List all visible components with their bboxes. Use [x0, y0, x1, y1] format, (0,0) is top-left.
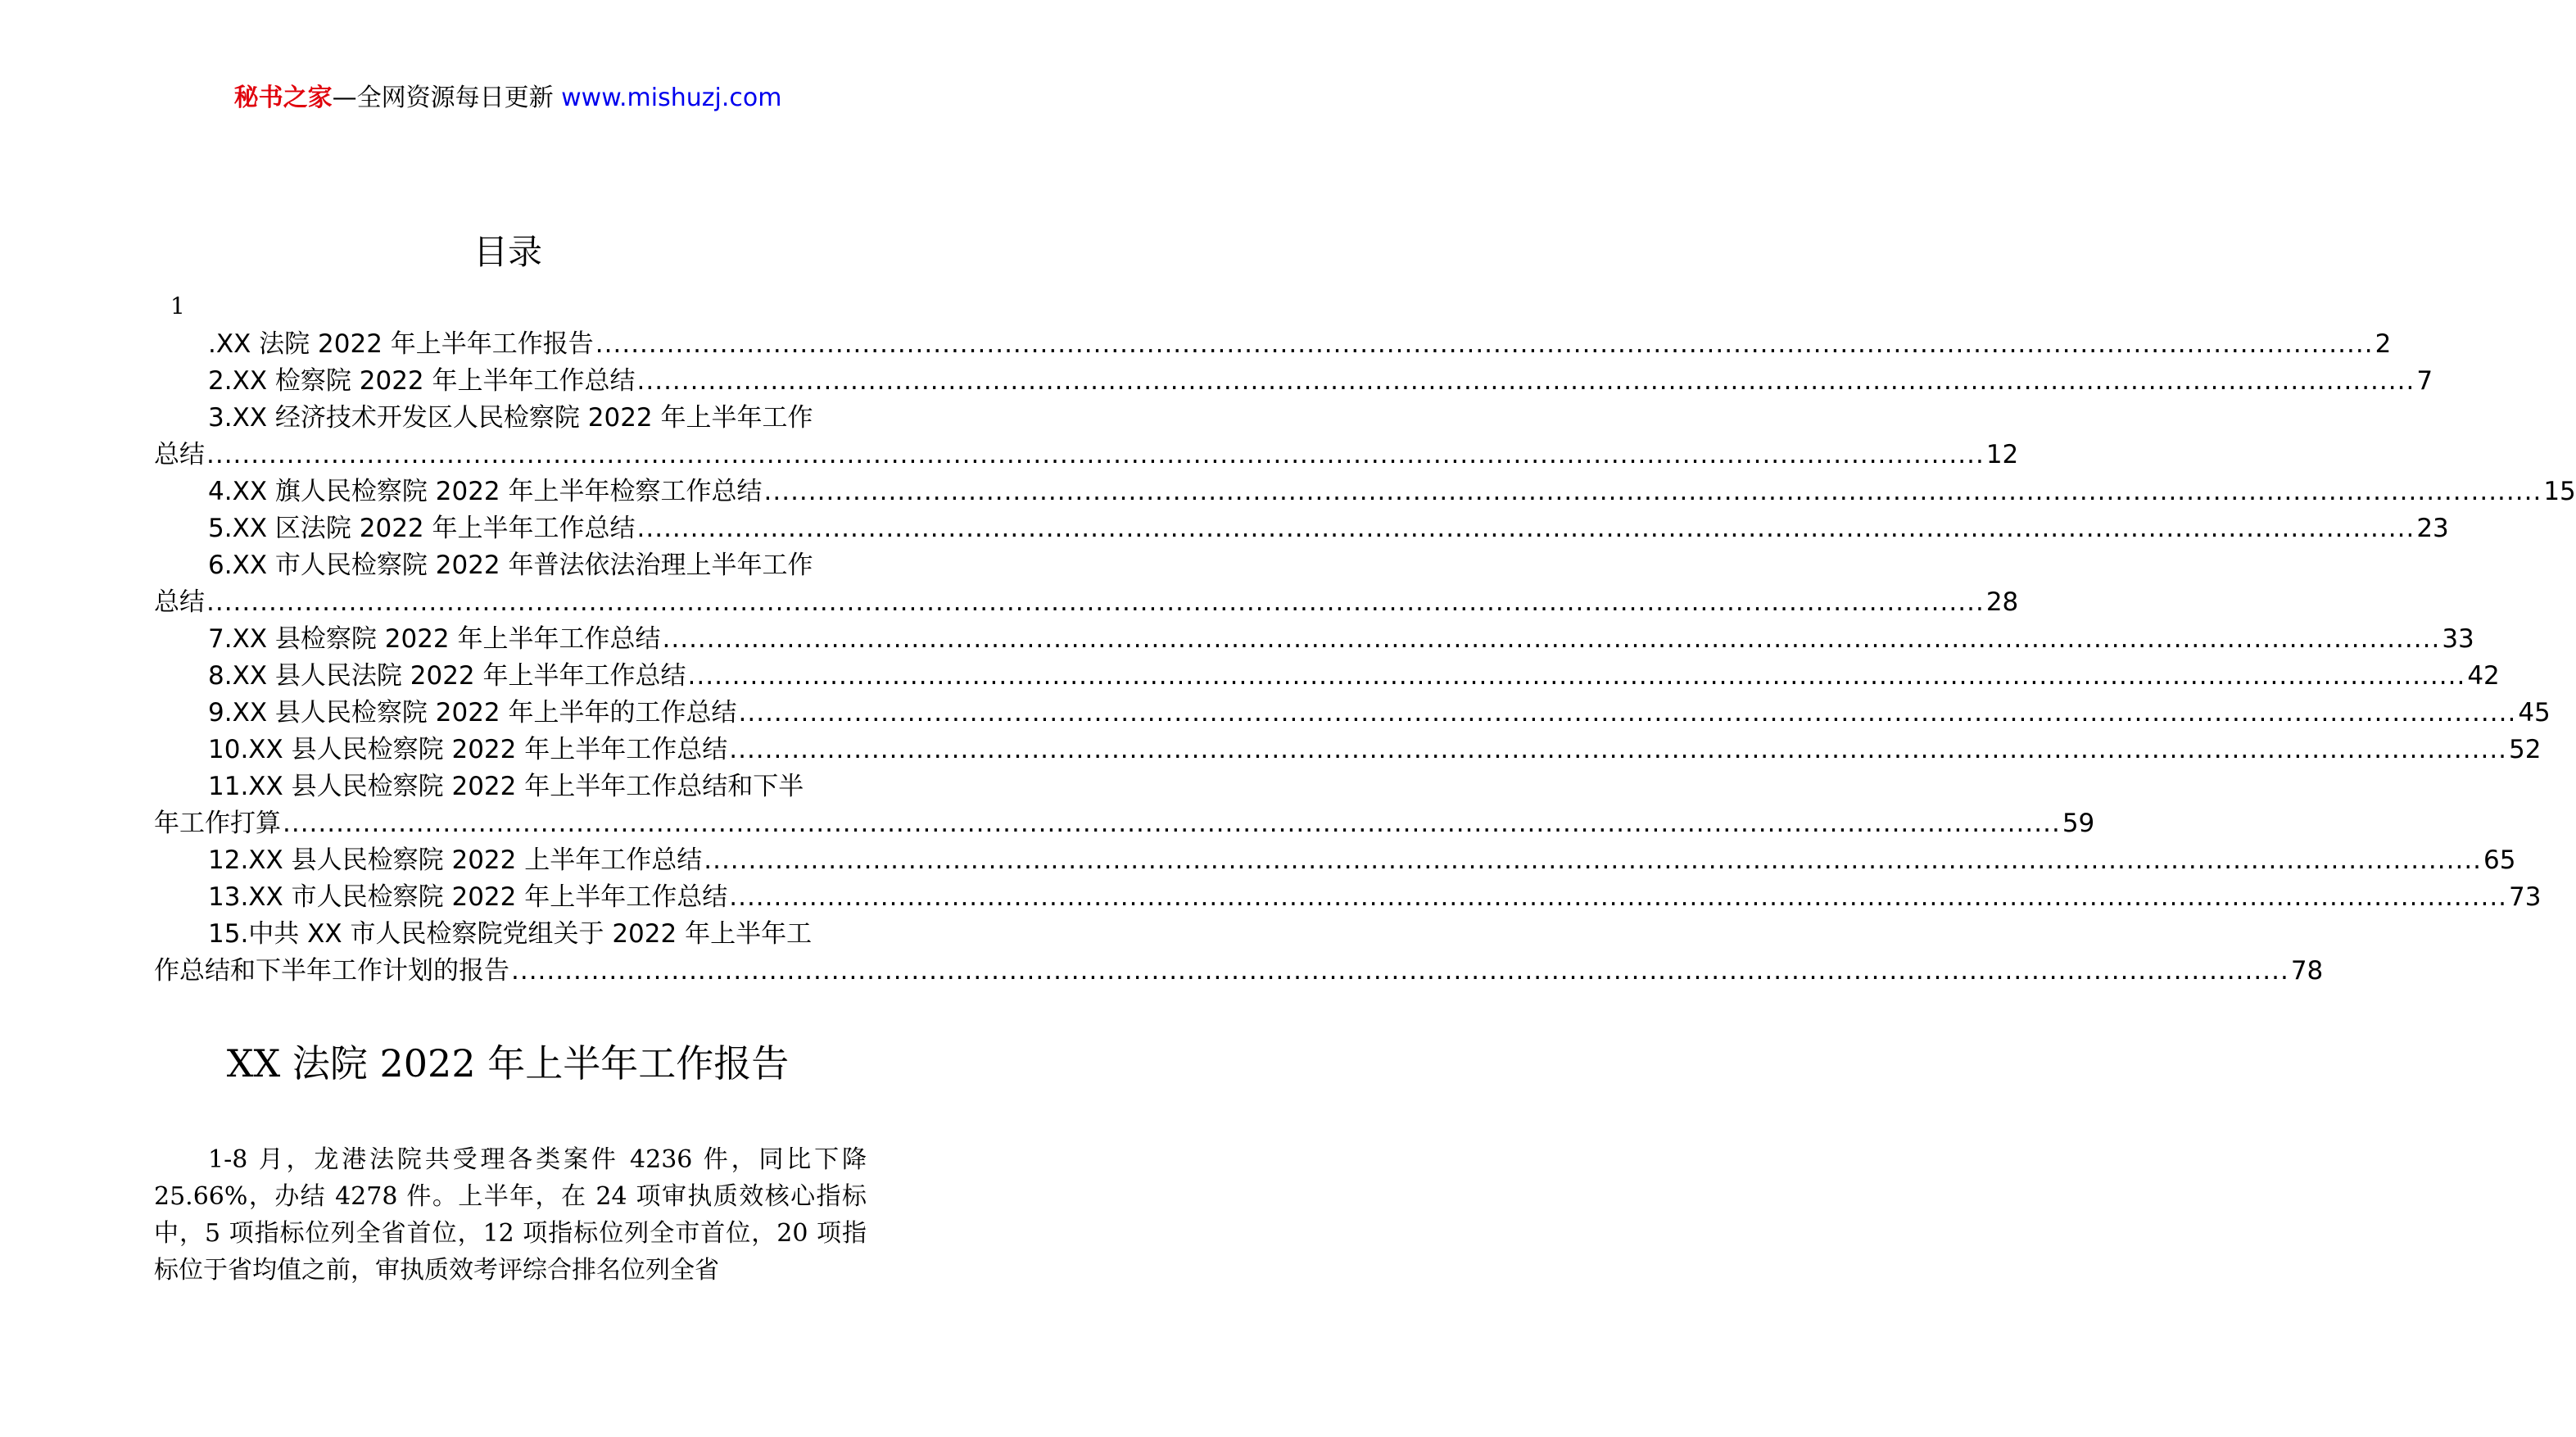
toc-entry-title: 7.XX 县检察院 2022 年上半年工作总结: [208, 624, 661, 654]
toc-entry[interactable]: [154, 621, 2474, 658]
toc-entry-title: 2.XX 检察院 2022 年上半年工作总结: [208, 366, 636, 396]
toc-stray-number: 1: [170, 292, 185, 320]
toc-dot-leader: ........................................................................................................................................................................................................: [636, 514, 2415, 543]
toc-title: 目录: [473, 232, 542, 272]
toc-entry[interactable]: [154, 363, 2433, 400]
toc-entry[interactable]: [154, 474, 2576, 510]
toc-entry[interactable]: [154, 879, 2542, 916]
site-header: [0, 82, 1016, 115]
header-slogan: —全网资源每日更新: [332, 84, 554, 112]
toc-entry-title: 5.XX 区法院 2022 年上半年工作总结: [208, 514, 636, 543]
toc-entry[interactable]: [154, 732, 2542, 768]
toc-entry-title: 10.XX 县人民检察院 2022 年上半年工作总结: [208, 735, 728, 764]
toc-page-number: 65: [2483, 845, 2516, 875]
toc-entry-title: 11.XX 县人民检察院 2022 年上半年工作总结和下半: [208, 772, 804, 801]
toc-entry-title: 总结: [154, 587, 205, 617]
toc-entry-title: .XX 法院 2022 年上半年工作报告: [208, 329, 594, 359]
toc-entry-title: 13.XX 市人民检察院 2022 年上半年工作总结: [208, 882, 728, 912]
toc-entry-line: [154, 695, 2551, 732]
toc-entry-line: [154, 363, 2433, 400]
toc-dot-leader: ........................................................................................................................................................................................................: [595, 329, 2374, 359]
toc-page-number: 42: [2467, 661, 2500, 691]
document-paragraph: 1-8 月，龙港法院共受理各类案件 4236 件，同比下降 25.66%，办结 4278 件。上半年，在 24 项审执质效核心指标中，5 项指标位列全省首位，12 项指标位列全市首位，20 项指标位于省均值之前，审执质效考评综合排名位列全省: [154, 1145, 867, 1285]
toc-entry-line: [154, 437, 2019, 474]
toc-entry-line: [154, 879, 2542, 916]
toc-entry-title: 总结: [154, 440, 205, 469]
toc-entry-line: [154, 916, 867, 953]
toc-entry-title: 3.XX 经济技术开发区人民检察院 2022 年上半年工作: [208, 403, 813, 433]
toc-entry-title: 15.中共 XX 市人民检察院党组关于 2022 年上半年工: [208, 919, 813, 949]
toc-entry-line: [154, 768, 867, 805]
toc-dot-leader: ........................................................................................................................................................................................................: [738, 698, 2517, 728]
toc-page-number: 23: [2416, 514, 2449, 543]
toc-page-number: 15: [2543, 477, 2576, 506]
toc-entry-line: [154, 732, 2542, 768]
toc-page-number: 2: [2375, 329, 2392, 359]
toc-entry-line: [154, 842, 2516, 879]
toc-dot-leader: ........................................................................................................................................................................................................: [662, 624, 2441, 654]
toc-entry-line: [154, 658, 2500, 695]
toc-dot-leader: ........................................................................................................................................................................................................: [729, 882, 2508, 912]
toc-dot-leader: ........................................................................................................................................................................................................: [687, 661, 2466, 691]
toc-page-number: 45: [2518, 698, 2551, 728]
toc-entry[interactable]: [154, 768, 2095, 842]
toc-page-number: 59: [2062, 809, 2095, 838]
site-link[interactable]: www.mishuzj.com: [561, 84, 782, 112]
toc-entry[interactable]: [154, 326, 2392, 363]
toc-entry-title: 4.XX 旗人民检察院 2022 年上半年检察工作总结: [208, 477, 763, 506]
table-of-contents: [154, 326, 2576, 990]
toc-page-number: 7: [2416, 366, 2433, 396]
toc-entry[interactable]: [154, 510, 2449, 547]
document-title: XX 法院 2022 年上半年工作报告: [226, 1041, 790, 1086]
toc-page-number: 33: [2442, 624, 2474, 654]
toc-entry-line: [154, 805, 2095, 842]
toc-entry[interactable]: [154, 695, 2551, 732]
toc-dot-leader: ........................................................................................................................................................................................................: [636, 366, 2415, 396]
toc-entry-title: 6.XX 市人民检察院 2022 年普法依法治理上半年工作: [208, 551, 813, 580]
toc-entry-line: [154, 510, 2449, 547]
toc-entry-line: [154, 953, 2324, 990]
toc-entry[interactable]: [154, 842, 2516, 879]
toc-dot-leader: ........................................................................................................................................................................................................: [763, 477, 2542, 506]
toc-page-number: 52: [2509, 735, 2542, 764]
toc-dot-leader: ........................................................................................................................................................................................................: [206, 587, 1985, 617]
toc-dot-leader: ........................................................................................................................................................................................................: [283, 809, 2061, 838]
toc-entry-line: [154, 400, 867, 437]
toc-entry-title: 作总结和下半年工作计划的报告: [154, 956, 509, 986]
toc-entry[interactable]: [154, 658, 2500, 695]
toc-dot-leader: ........................................................................................................................................................................................................: [206, 440, 1985, 469]
toc-entry-line: [154, 621, 2474, 658]
toc-page-number: 78: [2290, 956, 2324, 986]
toc-dot-leader: ........................................................................................................................................................................................................: [511, 956, 2289, 986]
toc-page-number: 28: [1985, 587, 2019, 617]
toc-entry[interactable]: [154, 547, 2019, 621]
toc-page-number: 73: [2509, 882, 2542, 912]
toc-dot-leader: ........................................................................................................................................................................................................: [729, 735, 2508, 764]
toc-entry-title: 9.XX 县人民检察院 2022 年上半年的工作总结: [208, 698, 737, 728]
toc-entry-title: 8.XX 县人民法院 2022 年上半年工作总结: [208, 661, 686, 691]
toc-dot-leader: ........................................................................................................................................................................................................: [704, 845, 2483, 875]
toc-entry-line: [154, 547, 867, 584]
toc-entry-line: [154, 326, 2392, 363]
toc-page-number: 12: [1985, 440, 2019, 469]
toc-entry-line: [154, 584, 2019, 621]
brand-name: 秘书之家: [233, 84, 333, 112]
toc-entry-title: 年工作打算: [154, 809, 281, 838]
toc-entry[interactable]: [154, 916, 2324, 990]
toc-entry-title: 12.XX 县人民检察院 2022 上半年工作总结: [208, 845, 703, 875]
toc-entry[interactable]: [154, 400, 2019, 474]
toc-entry-line: [154, 474, 2576, 510]
